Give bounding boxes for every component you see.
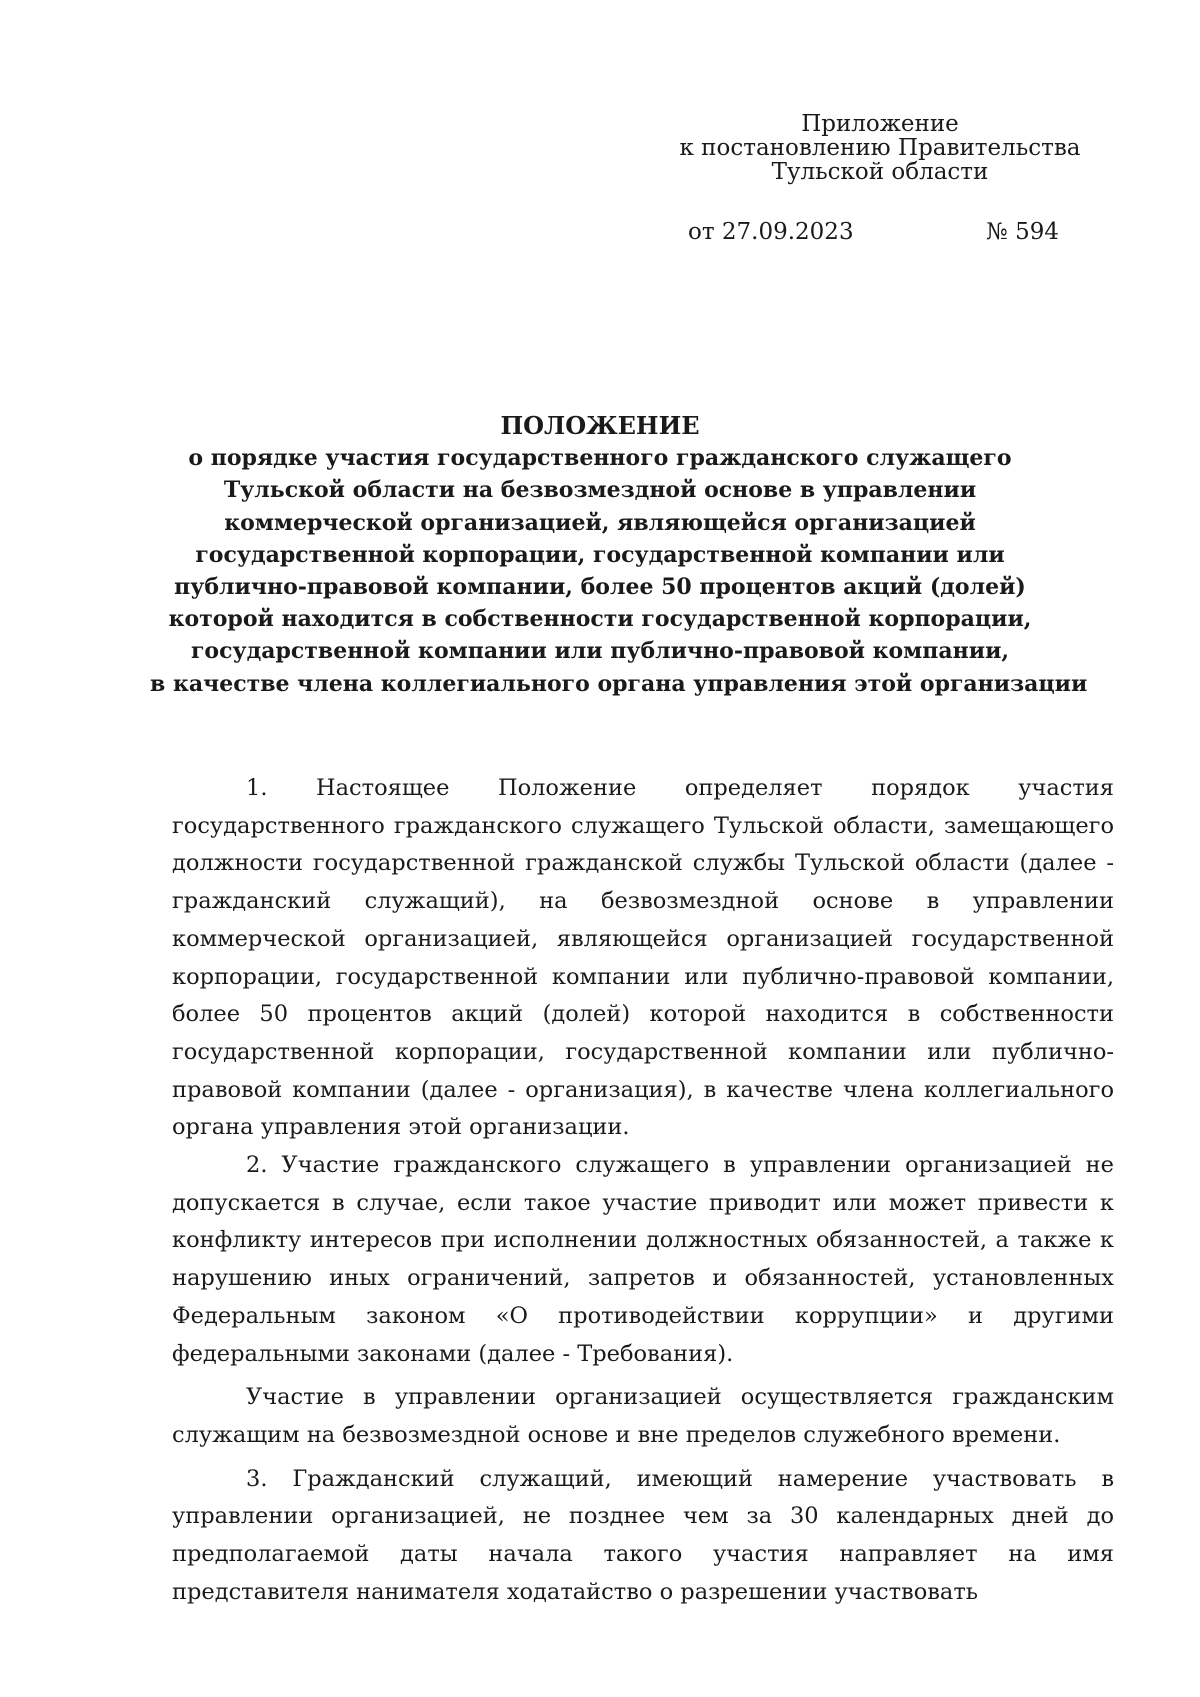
paragraph-2-continuation: Участие в управлении организацией осуществляется гражданским служащим на безвозмездной основе и вне пределов служебного времени. — [172, 1384, 1114, 1448]
document-title: ПОЛОЖЕНИЕ — [500, 411, 700, 440]
subtitle-line: публично-правовой компании, более 50 процентов акций (долей) — [174, 574, 1026, 601]
document-body — [172, 770, 1114, 1611]
subtitle-line: коммерческой организацией, являющейся организацией — [224, 509, 976, 536]
decree-number: № 594 — [986, 219, 1059, 245]
subtitle-line: которой находится в собственности государственной корпорации, — [168, 606, 1032, 633]
subtitle-line: государственной компании или публично-правовой компании, — [190, 638, 1010, 665]
subtitle-line: в качестве члена коллегиального органа управления этой организации — [150, 670, 1088, 697]
decree-date: от 27.09.2023 — [688, 219, 854, 245]
appendix-reference — [660, 112, 1100, 184]
paragraph-1: 1. Настоящее Положение определяет порядок участия государственного гражданского служащего Тульской области, замещающего должности государственной гражданской службы Тульской области (далее - гражданский служащий), на безвозмездной основе в управлении коммерческой организацией, являющейся организацией государственной корпорации, государственной компании или публично-правовой компании, более 50 процентов акций (долей) которой находится в собственности государственной корпорации, государственной компании или публично-правовой компании (далее - организация), в качестве члена коллегиального органа управления этой организации. — [172, 775, 1114, 1141]
paragraph-2: 2. Участие гражданского служащего в управлении организацией не допускается в случае, если такое участие приводит или может привести к конфликту интересов при исполнении должностных обязанностей, а также к нарушению иных ограничений, запретов и обязанностей, установленных Федеральным законом «О противодействии коррупции» и другими федеральными законами (далее - Требования). — [172, 1152, 1114, 1367]
subtitle-line: государственной корпорации, государственной компании или — [195, 541, 1005, 568]
paragraph-3: 3. Гражданский служащий, имеющий намерение участвовать в управлении организацией, не позднее чем за 30 календарных дней до предполагаемой даты начала такого участия направляет на имя представителя нанимателя ходатайство о разрешении участвовать — [172, 1465, 1114, 1605]
appendix-line: Тульской области — [771, 159, 989, 185]
subtitle-line: о порядке участия государственного гражданского служащего — [188, 445, 1012, 472]
document-title-block — [150, 410, 1088, 700]
appendix-line: к постановлению Правительства — [679, 135, 1081, 161]
appendix-line: Приложение — [801, 111, 959, 137]
subtitle-line: Тульской области на безвозмездной основе в управлении — [223, 477, 977, 504]
